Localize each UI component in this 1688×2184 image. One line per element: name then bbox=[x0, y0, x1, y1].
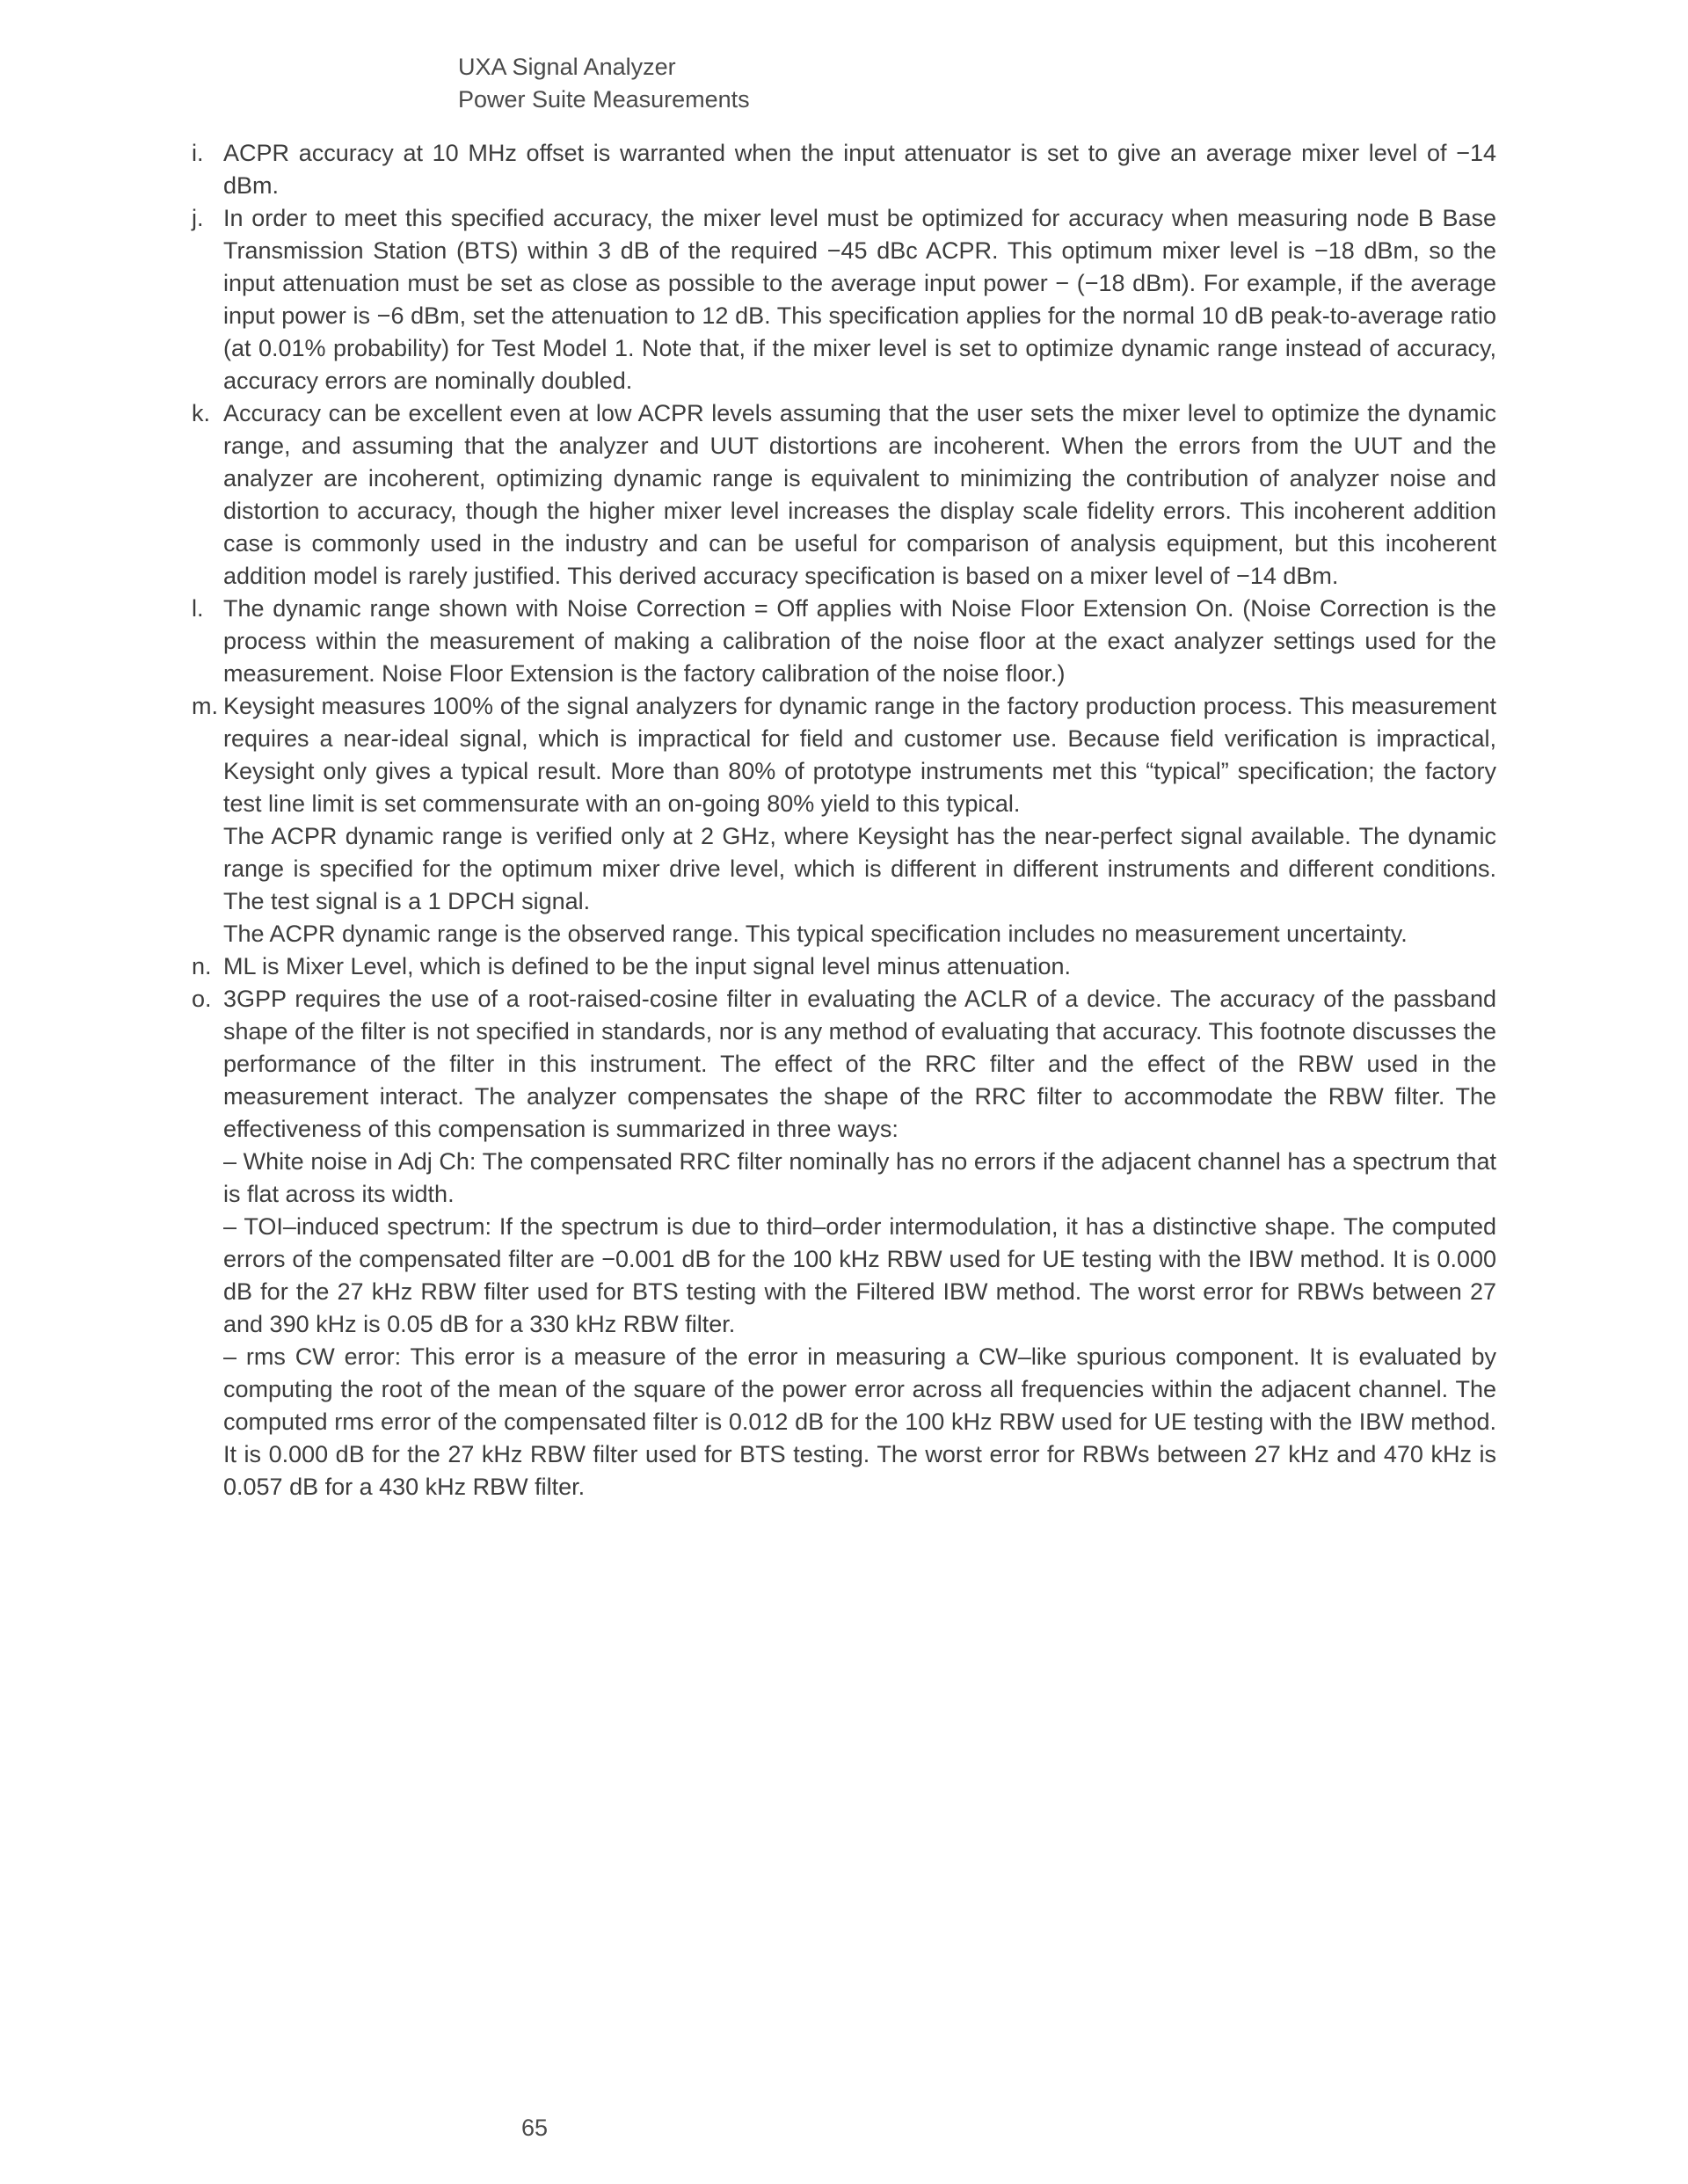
header-subtitle: Power Suite Measurements bbox=[458, 86, 750, 113]
footnote-label: m. bbox=[192, 693, 218, 719]
footnote-label: k. bbox=[192, 400, 211, 426]
footnote-paragraph: In order to meet this specified accuracy, the mixer level must be optimized for accuracy when measuring node B Base Transmission Station (BTS) within 3 dB of the required −45 dBc ACPR. This optimum mixer level is −18 dBm, so the input attenuation must be set as close as possible to the average input power − (−18 dBm). For example, if the average input power is −6 dBm, set the attenuation to 12 dB. This specification applies for the normal 10 dB peak-to-average ratio (at 0.01% probability) for Test Model 1. Note that, if the mixer level is set to optimize dynamic range instead of accuracy, accuracy errors are nominally doubled. bbox=[223, 205, 1496, 394]
page-number: 65 bbox=[520, 2115, 549, 2141]
footnote-k bbox=[192, 397, 1496, 593]
footnote-dash-item: – TOI–induced spectrum: If the spectrum is due to third–order intermodulation, it has a distinctive shape. The computed errors of the compensated filter are −0.001 dB for the 100 kHz RBW used for UE testing with the IBW method. It is 0.000 dB for the 27 kHz RBW filter used for BTS testing with the Filtered IBW method. The worst error for RBWs between 27 and 390 kHz is 0.05 dB for a 330 kHz RBW filter. bbox=[223, 1213, 1496, 1337]
footnote-paragraph: ACPR accuracy at 10 MHz offset is warranted when the input attenuator is set to give an average mixer level of −14 dBm. bbox=[223, 140, 1496, 199]
footnote-paragraph: The dynamic range shown with Noise Correction = Off applies with Noise Floor Extension On. (Noise Correction is the process within the measurement of making a calibration of the noise floor at the exact analyzer settings used for the measurement. Noise Floor Extension is the factory calibration of the noise floor.) bbox=[223, 595, 1496, 687]
page-footer bbox=[0, 2115, 1069, 2142]
footnote-paragraph: ML is Mixer Level, which is defined to be the input signal level minus attenuation. bbox=[223, 953, 1072, 979]
footnote-paragraph: The ACPR dynamic range is the observed range. This typical specification includes no measurement uncertainty. bbox=[223, 921, 1408, 947]
footnote-body bbox=[223, 983, 1496, 1503]
footnote-paragraph: 3GPP requires the use of a root-raised-cosine filter in evaluating the ACLR of a device. The accuracy of the passband shape of the filter is not specified in standards, nor is any method of evaluating that accuracy. This footnote discusses the performance of the filter in this instrument. The effect of the RRC filter and the effect of the RBW used in the measurement interact. The analyzer compensates the shape of the RRC filter to accommodate the RBW filter. The effectiveness of this compensation is summarized in three ways: bbox=[223, 986, 1496, 1142]
footnote-j bbox=[192, 202, 1496, 397]
footnote-label: n. bbox=[192, 953, 212, 979]
footnote-i bbox=[192, 137, 1496, 202]
footnote-label: l. bbox=[192, 595, 204, 622]
header-title: UXA Signal Analyzer bbox=[458, 54, 676, 80]
footnote-m bbox=[192, 690, 1496, 950]
footnotes-list bbox=[192, 137, 1496, 1503]
footnote-body bbox=[223, 397, 1496, 593]
footnote-body bbox=[223, 137, 1496, 202]
footnote-label: i. bbox=[192, 140, 204, 166]
footnote-paragraph: Keysight measures 100% of the signal analyzers for dynamic range in the factory production process. This measurement requires a near-ideal signal, which is impractical for field and customer use. Because field verification is impractical, Keysight only gives a typical result. More than 80% of prototype instruments met this “typical” specification; the factory test line limit is set commensurate with an on-going 80% yield to this typical. bbox=[223, 693, 1496, 817]
footnote-dash-item: – White noise in Adj Ch: The compensated RRC filter nominally has no errors if the adjacent channel has a spectrum that is flat across its width. bbox=[223, 1148, 1496, 1207]
footnote-l bbox=[192, 593, 1496, 690]
footnote-body bbox=[223, 950, 1496, 983]
footnote-body bbox=[223, 593, 1496, 690]
footnote-body bbox=[223, 690, 1496, 950]
footnote-paragraph: Accuracy can be excellent even at low ACPR levels assuming that the user sets the mixer level to optimize the dynamic range, and assuming that the analyzer and UUT distortions are incoherent. When the errors from the UUT and the analyzer are incoherent, optimizing dynamic range is equivalent to minimizing the contribution of analyzer noise and distortion to accuracy, though the higher mixer level increases the display scale fidelity errors. This incoherent addition case is commonly used in the industry and can be useful for comparison of analysis equipment, but this incoherent addition model is rarely justified. This derived accuracy specification is based on a mixer level of −14 dBm. bbox=[223, 400, 1496, 589]
footnote-n bbox=[192, 950, 1496, 983]
footnote-label: j. bbox=[192, 205, 204, 231]
footnote-paragraph: The ACPR dynamic range is verified only at 2 GHz, where Keysight has the near-perfect signal available. The dynamic range is specified for the optimum mixer drive level, which is different in different instruments and different conditions. The test signal is a 1 DPCH signal. bbox=[223, 823, 1496, 914]
footnote-dash-item: – rms CW error: This error is a measure of the error in measuring a CW–like spurious component. It is evaluated by computing the root of the mean of the square of the power error across all frequencies within the adjacent channel. The computed rms error of the compensated filter is 0.012 dB for the 100 kHz RBW used for UE testing with the IBW method. It is 0.000 dB for the 27 kHz RBW filter used for BTS testing. The worst error for RBWs between 27 kHz and 470 kHz is 0.057 dB for a 430 kHz RBW filter. bbox=[223, 1343, 1496, 1500]
footnote-label: o. bbox=[192, 986, 212, 1012]
footnote-o bbox=[192, 983, 1496, 1503]
footnote-body bbox=[223, 202, 1496, 397]
page-header bbox=[458, 51, 750, 116]
